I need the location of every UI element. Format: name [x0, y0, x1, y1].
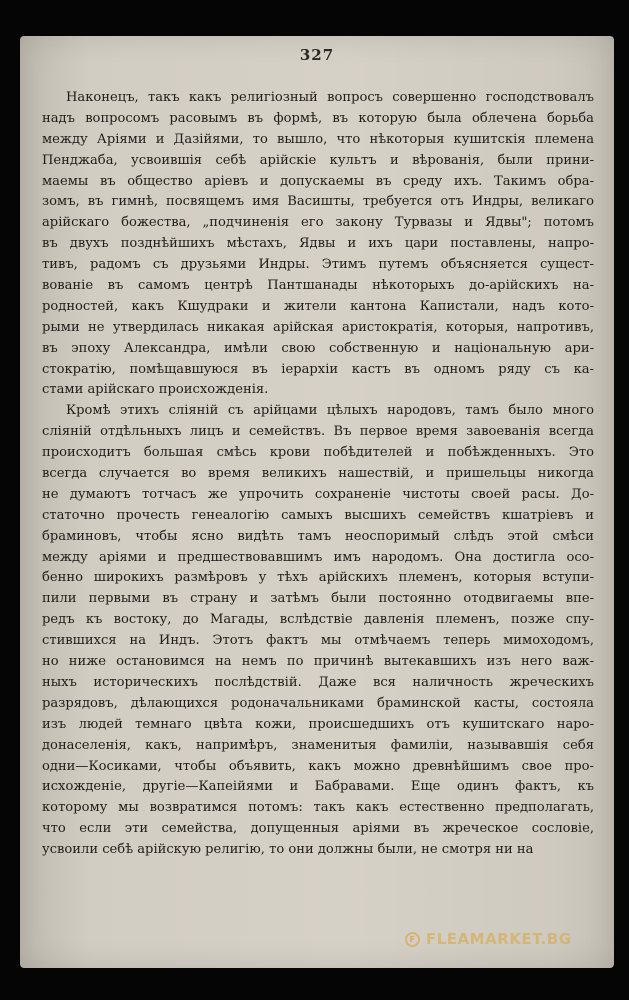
- text-line: браминовъ, чтобы ясно видѣть тамъ неоспоримый слѣдъ этой смѣси: [42, 528, 594, 544]
- text-line: Кромѣ этихъ сліяній съ арійцами цѣлыхъ народовъ, тамъ было много: [66, 403, 594, 419]
- text-line: ныхъ историческихъ послѣдствій. Даже вся наличность жреческихъ: [42, 674, 594, 690]
- text-line: сліяній отдѣльныхъ лицъ и семействъ. Въ первое время завоеванія всегда: [42, 424, 594, 440]
- text-line: всегда случается во время великихъ нашествій, и пришельцы никогда: [42, 466, 594, 482]
- text-line: въ эпоху Александра, имѣли свою собственную и національную ари-: [42, 340, 594, 356]
- text-line: между Аріями и Дазійями, то вышло, что нѣкоторыя кушитскія племена: [42, 131, 594, 147]
- watermark-text: FLEAMARKET.BG: [426, 930, 572, 948]
- text-line: разрядовъ, дѣлающихся родоначальниками браминской касты, состояла: [42, 695, 594, 711]
- text-line: маемы въ общество аріевъ и допускаемы въ среду ихъ. Такимъ обра-: [42, 173, 594, 189]
- page-number: 327: [299, 46, 335, 64]
- text-line: не думаютъ тотчасъ же упрочить сохраненіе чистоты своей расы. До-: [42, 486, 594, 502]
- text-line: изъ людей темнаго цвѣта кожи, происшедшихъ отъ кушитскаго наро-: [42, 716, 594, 732]
- text-line: статочно прочесть генеалогію самыхъ высшихъ семействъ кшатріевъ и: [42, 507, 594, 523]
- text-line: Наконецъ, такъ какъ религіозный вопросъ совершенно господствовалъ: [66, 90, 594, 105]
- text-line: родностей, какъ Кшудраки и жители кантона Капистали, надъ кото-: [42, 298, 594, 314]
- text-line: пили первыми въ страну и затѣмъ были постоянно отодвигаемы впе-: [42, 591, 594, 607]
- text-line: редъ къ востоку, до Магады, вслѣдствіе давленія племенъ, позже спу-: [42, 612, 594, 628]
- text-line: одни—Косиками, чтобы объявить, какъ можно древнѣйшимъ свое про-: [42, 758, 594, 774]
- text-line: между аріями и предшествовавшимъ имъ народомъ. Она достигла осо-: [42, 549, 594, 565]
- text-line: донаселенія, какъ, напримѣръ, знаменитыя фамиліи, называвшія себя: [42, 737, 594, 753]
- text-line: Пенджаба, усвоившія себѣ арійскіе культъ и вѣрованія, были прини-: [42, 152, 594, 168]
- text-line: арійскаго божества, „подчиненія его закону Турвазы и Ядвы"; потомъ: [42, 215, 594, 231]
- text-line: тивъ, радомъ съ друзьями Индры. Этимъ путемъ объясняется сущест-: [42, 257, 594, 273]
- text-line: которому мы возвратимся потомъ: такъ какъ естественно предполагать,: [42, 800, 594, 816]
- text-line: зомъ, въ гимнѣ, посвящемъ имя Васишты, требуется отъ Индры, великаго: [42, 194, 594, 210]
- text-line: рыми не утвердилась никакая арійская аристократія, которыя, напротивъ,: [42, 319, 594, 335]
- book-page: [20, 36, 614, 968]
- text-line: стами арійскаго происхожденія.: [42, 382, 269, 398]
- text-line: стившихся на Индъ. Этотъ фактъ мы отмѣчаемъ теперь мимоходомъ,: [42, 633, 594, 649]
- text-line: что если эти семейства, допущенныя аріями въ жреческое сословіе,: [42, 821, 594, 837]
- text-line: бенно широкихъ размѣровъ у тѣхъ арійскихъ племенъ, которыя вступи-: [42, 570, 594, 586]
- text-line: вованіе въ самомъ центрѣ Пантшанады нѣкоторыхъ до-арійскихъ на-: [42, 278, 594, 294]
- text-line: усвоили себѣ арійскую религію, то они должны были, не смотря ни на: [42, 842, 534, 858]
- text-line: стократію, помѣщавшуюся въ іерархіи кастъ въ одномъ ряду съ ка-: [42, 361, 594, 377]
- text-line: но ниже остановимся на немъ по причинѣ вытекавшихъ изъ него важ-: [42, 654, 594, 670]
- text-line: въ двухъ позднѣйшихъ мѣстахъ, Ядвы и ихъ цари поставлены, напро-: [42, 236, 594, 252]
- text-line: исхожденіе, другіе—Капеійями и Бабравами. Еще одинъ фактъ, къ: [42, 779, 594, 795]
- page-text: [42, 88, 594, 861]
- text-line: происходитъ большая смѣсь крови побѣдителей и побѣжденныхъ. Это: [42, 445, 594, 461]
- watermark: [405, 930, 572, 948]
- flea-logo-icon: F: [405, 932, 420, 947]
- text-line: надъ вопросомъ расовымъ въ формѣ, въ которую была облечена борьба: [42, 110, 594, 126]
